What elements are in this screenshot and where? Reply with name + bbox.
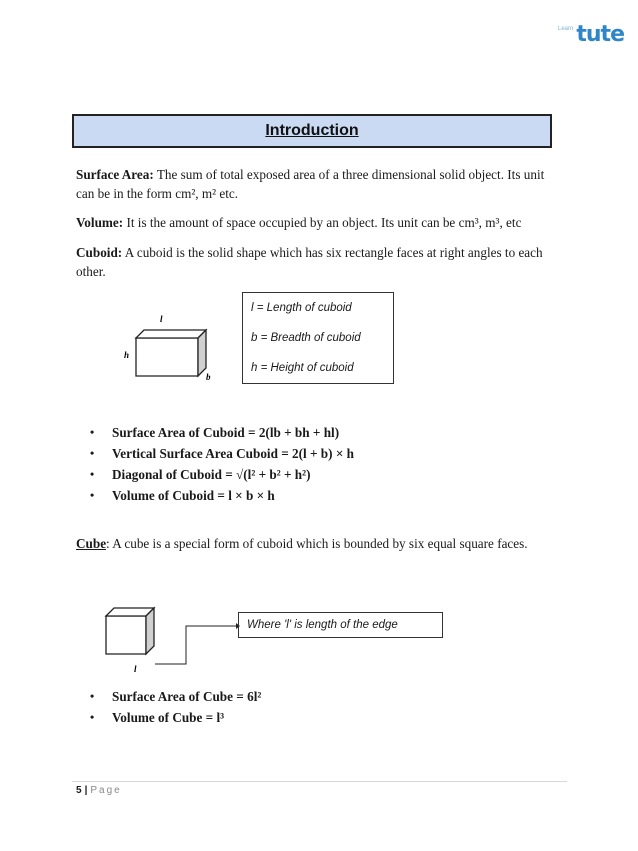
cube-edge-note: Where 'l' is length of the edge — [247, 619, 398, 631]
list-item — [90, 485, 354, 506]
cuboid-diagram — [118, 310, 218, 382]
page-title: Introduction — [265, 122, 359, 139]
list-item — [90, 443, 354, 464]
cube-label-l: l — [134, 664, 137, 674]
bullet-icon: • — [90, 710, 95, 724]
legend-breadth: b = Breadth of cuboid — [251, 332, 361, 344]
list-item — [90, 464, 354, 485]
cuboid-top-face — [136, 330, 206, 338]
cuboid-vertical-area-formula: Vertical Surface Area Cuboid = 2(l + b) × h — [112, 446, 354, 461]
list-item — [90, 422, 354, 443]
volume-paragraph — [76, 213, 554, 232]
list-item — [90, 707, 261, 728]
page-word: Page — [90, 785, 122, 796]
bullet-icon: • — [90, 488, 95, 502]
page-number: 5 — [76, 785, 82, 796]
volume-term: Volume: — [76, 215, 124, 230]
cuboid-front-face — [136, 338, 198, 376]
bullet-icon: • — [90, 467, 95, 481]
legend-height: h = Height of cuboid — [251, 362, 354, 374]
cuboid-label-h: h — [124, 350, 130, 360]
bullet-icon: • — [90, 689, 95, 703]
cube-formula-list — [90, 686, 261, 728]
title-box — [72, 114, 552, 148]
cuboid-legend-box — [242, 292, 394, 384]
cube-front-face — [106, 616, 146, 654]
cuboid-surface-area-formula: Surface Area of Cuboid = 2(lb + bh + hl) — [112, 425, 340, 440]
bullet-icon: • — [90, 425, 95, 439]
learntute-logo — [554, 22, 624, 52]
bullet-icon: • — [90, 446, 95, 460]
cube-term: Cube — [76, 536, 107, 551]
legend-length: l = Length of cuboid — [251, 302, 352, 314]
cube-paragraph — [76, 534, 554, 553]
logo-word: tute — [576, 22, 624, 47]
cube-connector-line — [155, 626, 236, 664]
page-footer — [76, 785, 122, 796]
cube-volume-formula: Volume of Cube = l³ — [112, 710, 225, 725]
cuboid-text: A cuboid is the solid shape which has six rectangle faces at right angles to each other. — [76, 245, 543, 279]
cube-surface-area-formula: Surface Area of Cube = 6l² — [112, 689, 262, 704]
cuboid-formula-list — [90, 422, 354, 506]
cube-edge-note-box — [238, 612, 443, 638]
volume-text: It is the amount of space occupied by an object. Its unit can be cm³, m³, etc — [126, 215, 522, 230]
footer-separator: | — [84, 785, 88, 796]
cuboid-paragraph — [76, 243, 554, 281]
cube-side-face — [146, 608, 154, 654]
surface-area-paragraph — [76, 165, 554, 203]
surface-area-text: The sum of total exposed area of a three dimensional solid object. Its unit can be in the form cm², m² etc. — [76, 167, 545, 201]
surface-area-term: Surface Area: — [76, 167, 154, 182]
cuboid-label-b: b — [206, 372, 211, 382]
footer-divider — [72, 781, 567, 782]
cube-text: : A cube is a special form of cuboid which is bounded by six equal square faces. — [106, 536, 528, 551]
cuboid-label-l: l — [160, 314, 163, 324]
cuboid-volume-formula: Volume of Cuboid = l × b × h — [112, 488, 275, 503]
cube-diagram — [100, 600, 240, 672]
cuboid-term: Cuboid: — [76, 245, 123, 260]
list-item — [90, 686, 261, 707]
cuboid-diagonal-formula: Diagonal of Cuboid = √(l² + b² + h²) — [112, 467, 311, 482]
logo-small-text: Learn — [558, 26, 574, 32]
cuboid-side-face — [198, 330, 206, 376]
